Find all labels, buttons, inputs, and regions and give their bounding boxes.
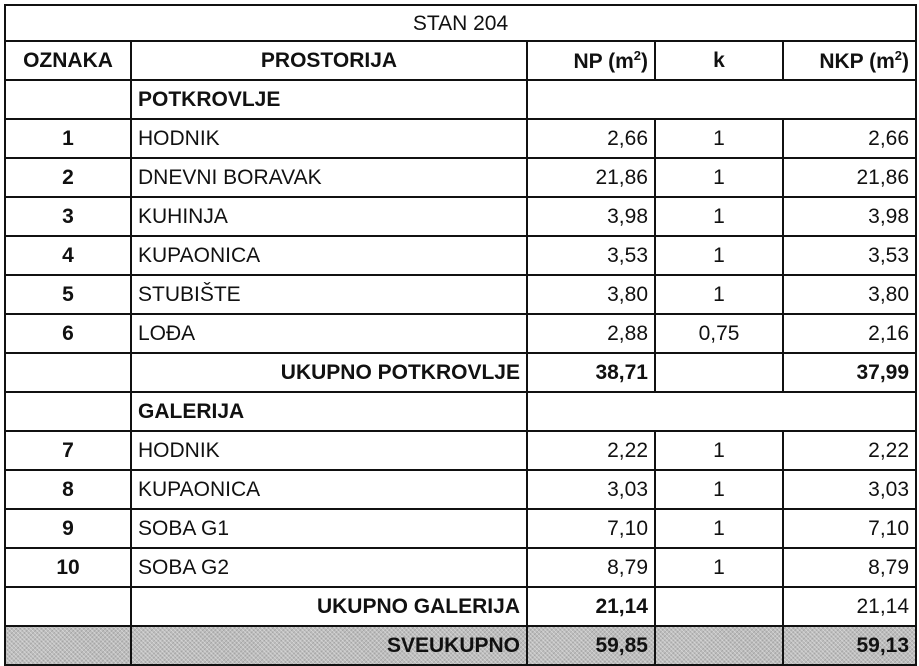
room-nkp: 3,98	[783, 197, 916, 236]
grand-total-label: SVEUKUPNO	[131, 626, 527, 665]
room-prostorija: STUBIŠTE	[131, 275, 527, 314]
room-prostorija: HODNIK	[131, 119, 527, 158]
section-header-row	[5, 392, 916, 431]
room-prostorija: KUPAONICA	[131, 470, 527, 509]
room-oznaka: 2	[5, 158, 131, 197]
total-label: UKUPNO GALERIJA	[131, 587, 527, 626]
room-nkp: 2,16	[783, 314, 916, 353]
header-oznaka: OZNAKA	[5, 41, 131, 80]
grand-total-nkp: 59,13	[783, 626, 916, 665]
room-np: 2,66	[527, 119, 655, 158]
total-np: 21,14	[527, 587, 655, 626]
total-np: 38,71	[527, 353, 655, 392]
room-oznaka: 10	[5, 548, 131, 587]
empty-cell	[5, 587, 131, 626]
section-header-row	[5, 80, 916, 119]
grand-total-row	[5, 626, 916, 665]
room-np: 3,80	[527, 275, 655, 314]
grand-total-np: 59,85	[527, 626, 655, 665]
table-row	[5, 158, 916, 197]
room-oznaka: 1	[5, 119, 131, 158]
room-oznaka: 4	[5, 236, 131, 275]
table-row	[5, 119, 916, 158]
room-oznaka: 6	[5, 314, 131, 353]
room-prostorija: KUHINJA	[131, 197, 527, 236]
title-row	[5, 5, 916, 41]
table-row	[5, 509, 916, 548]
room-nkp: 3,80	[783, 275, 916, 314]
room-nkp: 3,53	[783, 236, 916, 275]
room-nkp: 2,22	[783, 431, 916, 470]
room-oznaka: 8	[5, 470, 131, 509]
room-prostorija: SOBA G2	[131, 548, 527, 587]
room-np: 2,88	[527, 314, 655, 353]
room-prostorija: LOĐA	[131, 314, 527, 353]
room-k: 1	[655, 158, 783, 197]
empty-cell	[655, 626, 783, 665]
room-nkp: 7,10	[783, 509, 916, 548]
room-oznaka: 7	[5, 431, 131, 470]
room-prostorija: HODNIK	[131, 431, 527, 470]
room-np: 2,22	[527, 431, 655, 470]
room-prostorija: SOBA G1	[131, 509, 527, 548]
empty-cell	[527, 392, 916, 431]
room-nkp: 21,86	[783, 158, 916, 197]
header-nkp: NKP $(m^2)$	[783, 41, 916, 80]
room-oznaka: 3	[5, 197, 131, 236]
header-np: NP $(m^2)$	[527, 41, 655, 80]
section-total-row	[5, 587, 916, 626]
table-title: STAN 204	[5, 5, 916, 41]
header-row	[5, 41, 916, 80]
table-row	[5, 470, 916, 509]
table-row	[5, 197, 916, 236]
room-k: 1	[655, 431, 783, 470]
area-table-sheet	[4, 4, 915, 666]
room-nkp: 3,03	[783, 470, 916, 509]
table-row	[5, 275, 916, 314]
total-nkp: 21,14	[783, 587, 916, 626]
room-np: 3,53	[527, 236, 655, 275]
room-prostorija: DNEVNI BORAVAK	[131, 158, 527, 197]
empty-cell	[655, 587, 783, 626]
empty-cell	[5, 353, 131, 392]
room-area-table	[4, 4, 917, 666]
room-k: 1	[655, 197, 783, 236]
room-np: 7,10	[527, 509, 655, 548]
room-k: 1	[655, 236, 783, 275]
empty-cell	[5, 80, 131, 119]
room-np: 3,03	[527, 470, 655, 509]
section-name: POTKROVLJE	[131, 80, 527, 119]
room-k: 1	[655, 119, 783, 158]
room-np: 8,79	[527, 548, 655, 587]
total-label: UKUPNO POTKROVLJE	[131, 353, 527, 392]
room-k: 0,75	[655, 314, 783, 353]
room-np: 3,98	[527, 197, 655, 236]
section-total-row	[5, 353, 916, 392]
table-row	[5, 548, 916, 587]
empty-cell	[5, 392, 131, 431]
table-row	[5, 314, 916, 353]
header-prostorija: PROSTORIJA	[131, 41, 527, 80]
section-name: GALERIJA	[131, 392, 527, 431]
room-k: 1	[655, 275, 783, 314]
room-nkp: 8,79	[783, 548, 916, 587]
room-oznaka: 5	[5, 275, 131, 314]
empty-cell	[5, 626, 131, 665]
room-nkp: 2,66	[783, 119, 916, 158]
header-k: k	[655, 41, 783, 80]
empty-cell	[655, 353, 783, 392]
room-prostorija: KUPAONICA	[131, 236, 527, 275]
room-np: 21,86	[527, 158, 655, 197]
table-row	[5, 431, 916, 470]
room-k: 1	[655, 470, 783, 509]
room-k: 1	[655, 548, 783, 587]
table-body	[5, 80, 916, 665]
room-oznaka: 9	[5, 509, 131, 548]
room-k: 1	[655, 509, 783, 548]
total-nkp: 37,99	[783, 353, 916, 392]
empty-cell	[527, 80, 916, 119]
table-row	[5, 236, 916, 275]
